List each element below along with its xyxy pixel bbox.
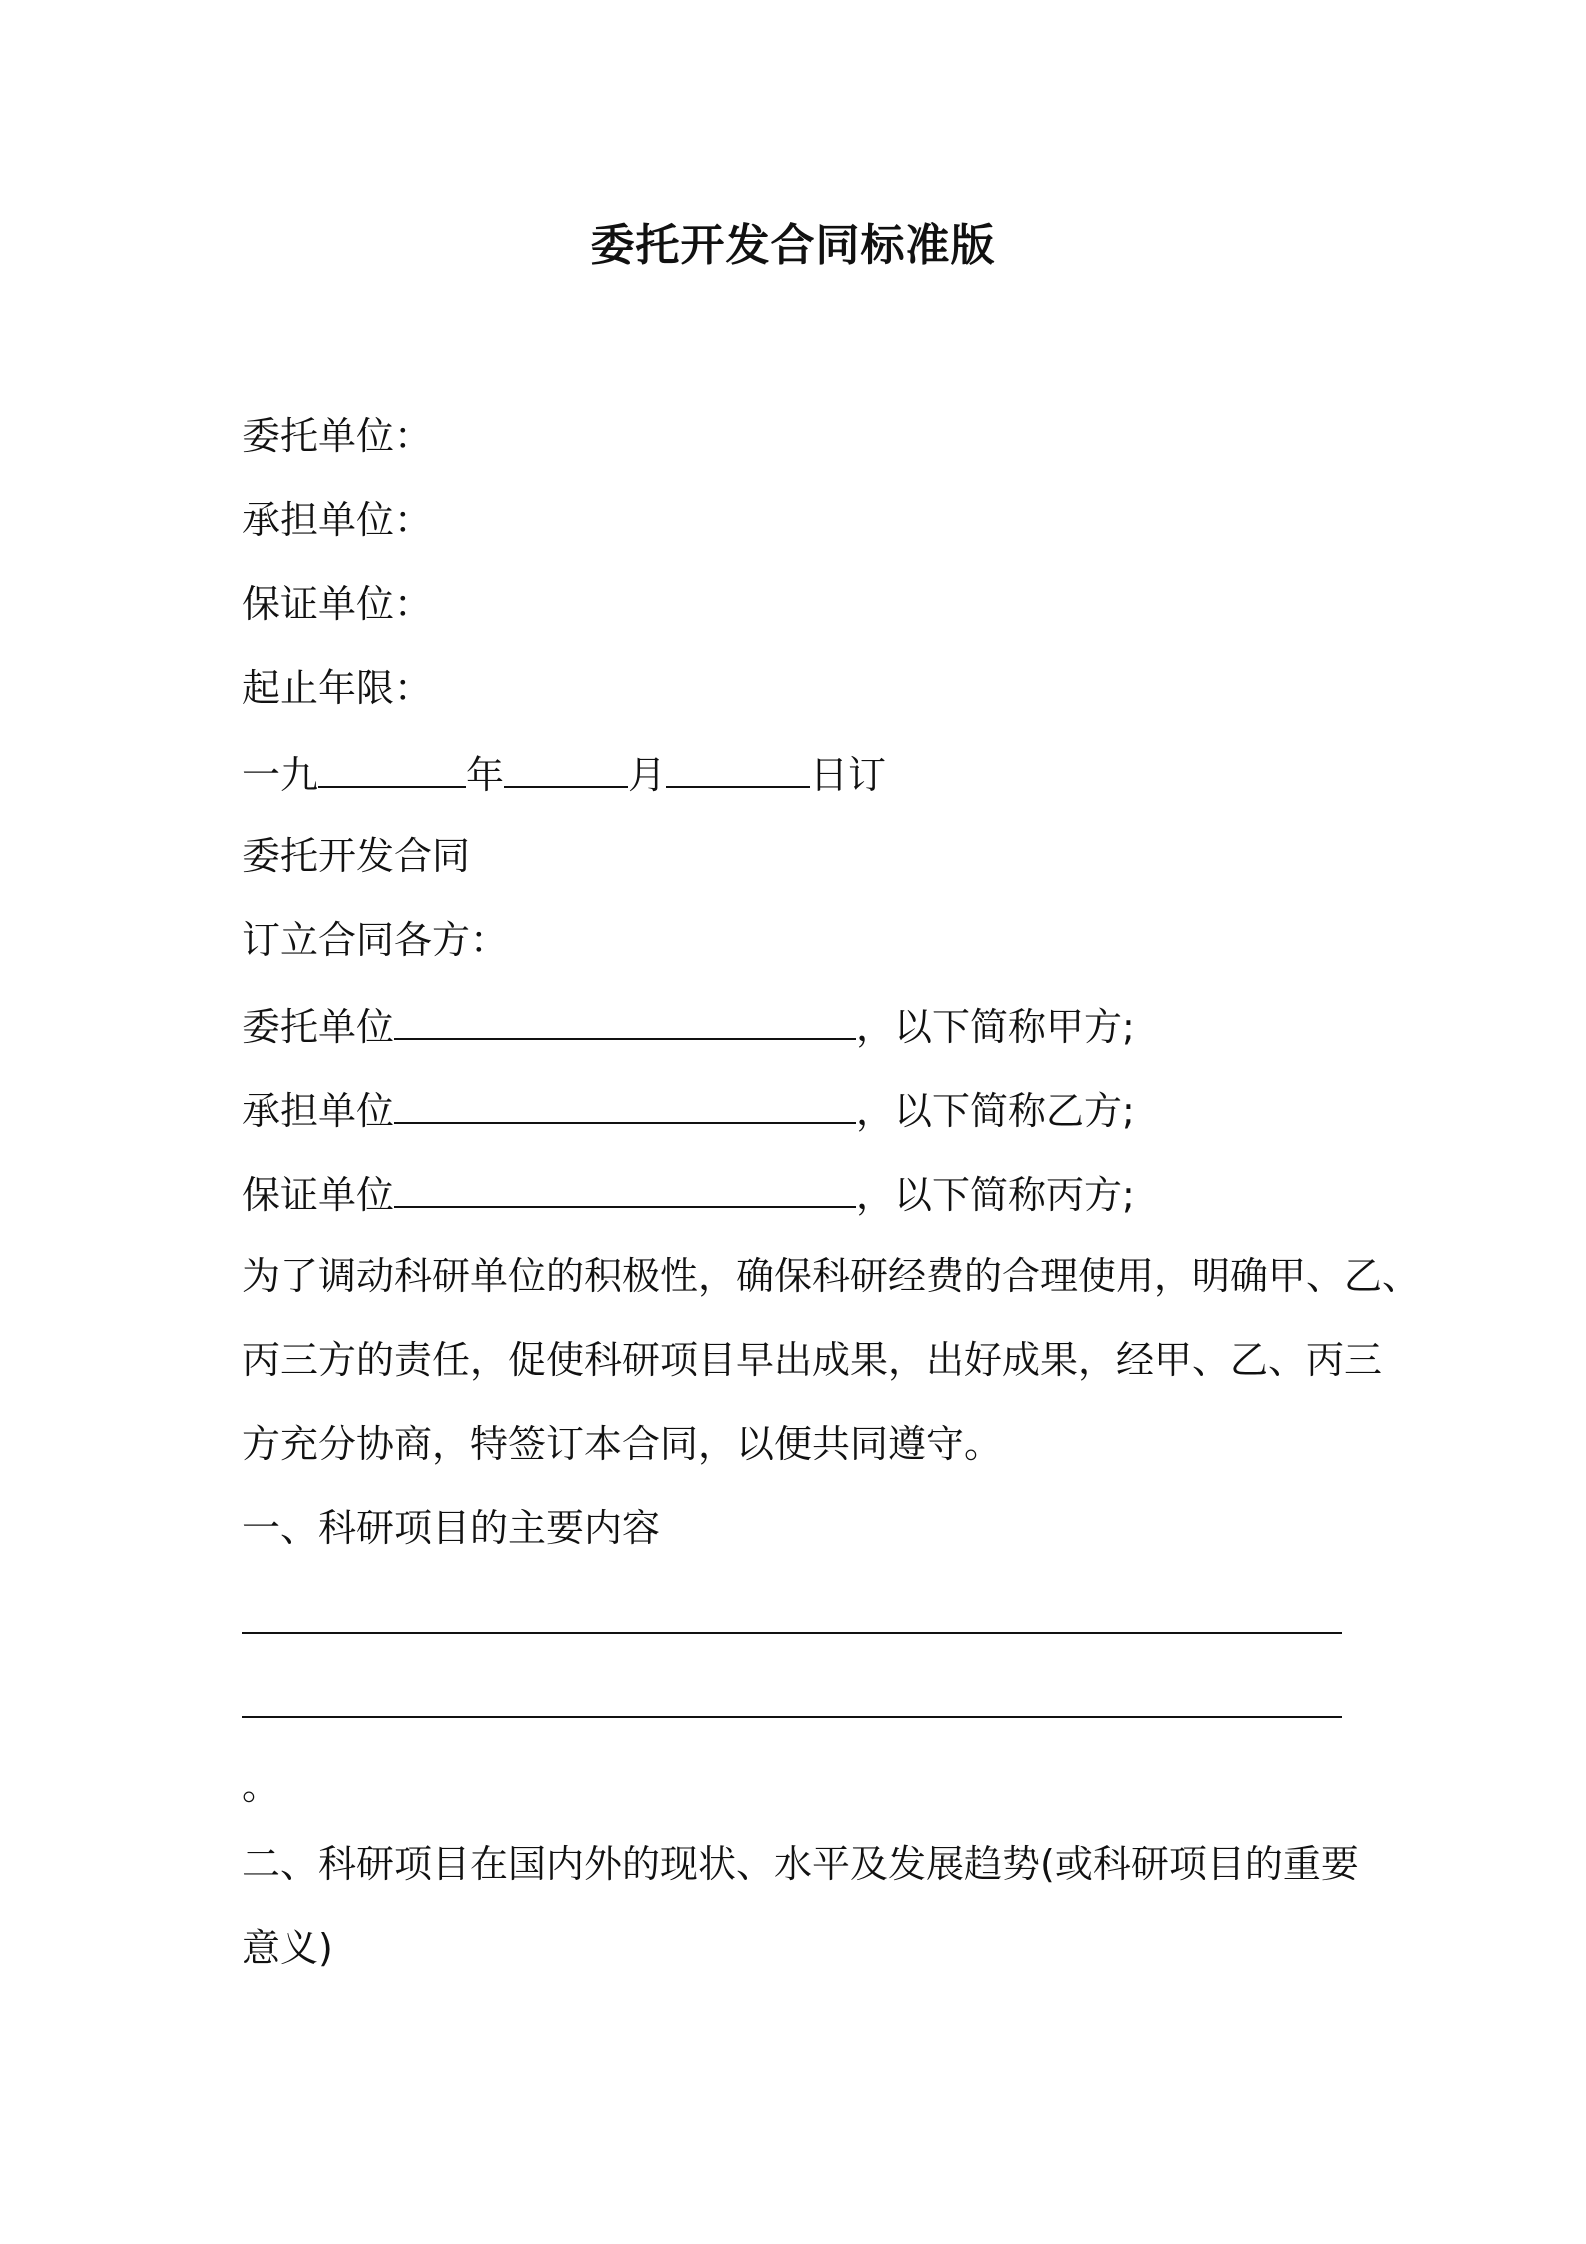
section-1-heading: 一、科研项目的主要内容	[242, 1506, 661, 1550]
party-c-blank	[394, 1162, 856, 1208]
parties-heading: 订立合同各方：	[242, 918, 509, 962]
party-line-b	[242, 1078, 1362, 1141]
date-day-label: 日订	[810, 753, 887, 797]
field-undertake-unit: 承担单位：	[242, 498, 433, 542]
party-b-label: 承担单位	[242, 1089, 395, 1133]
section-1-blank-line-2	[242, 1716, 1342, 1718]
field-guarantee-unit: 保证单位：	[242, 582, 433, 626]
party-line-a	[242, 994, 1362, 1057]
section-1-blank-line-1	[242, 1632, 1342, 1634]
section-2-heading-line-2: 意义)	[242, 1926, 333, 1970]
party-a-suffix: ，以下简称甲方;	[856, 1005, 1135, 1049]
section-2-heading-line-1: 二、科研项目在国内外的现状、水平及发展趋势(或科研项目的重要	[242, 1842, 1359, 1886]
party-c-label: 保证单位	[242, 1173, 395, 1217]
document-title: 委托开发合同标准版	[590, 220, 996, 271]
date-prefix: 一九	[242, 753, 319, 797]
party-a-blank	[394, 994, 856, 1040]
year-blank	[318, 742, 466, 788]
party-a-label: 委托单位	[242, 1005, 395, 1049]
party-b-suffix: ，以下简称乙方;	[856, 1089, 1135, 1133]
field-entrust-unit: 委托单位：	[242, 414, 433, 458]
section-1-end-mark: 。	[242, 1764, 281, 1808]
party-b-blank	[394, 1078, 856, 1124]
preamble-line-2: 丙三方的责任，促使科研项目早出成果，出好成果，经甲、乙、丙三	[242, 1338, 1383, 1382]
preamble-line-3: 方充分协商，特签订本合同，以便共同遵守。	[242, 1422, 1003, 1466]
preamble-line-1: 为了调动科研单位的积极性，确保科研经费的合理使用，明确甲、乙、	[242, 1254, 1421, 1298]
month-blank	[504, 742, 628, 788]
date-line	[242, 742, 1362, 805]
contract-name: 委托开发合同	[242, 834, 471, 878]
date-year-label: 年	[466, 753, 505, 797]
date-month-label: 月	[628, 753, 667, 797]
field-period: 起止年限：	[242, 666, 433, 710]
party-c-suffix: ，以下简称丙方;	[856, 1173, 1135, 1217]
day-blank	[666, 742, 810, 788]
party-line-c	[242, 1162, 1362, 1225]
